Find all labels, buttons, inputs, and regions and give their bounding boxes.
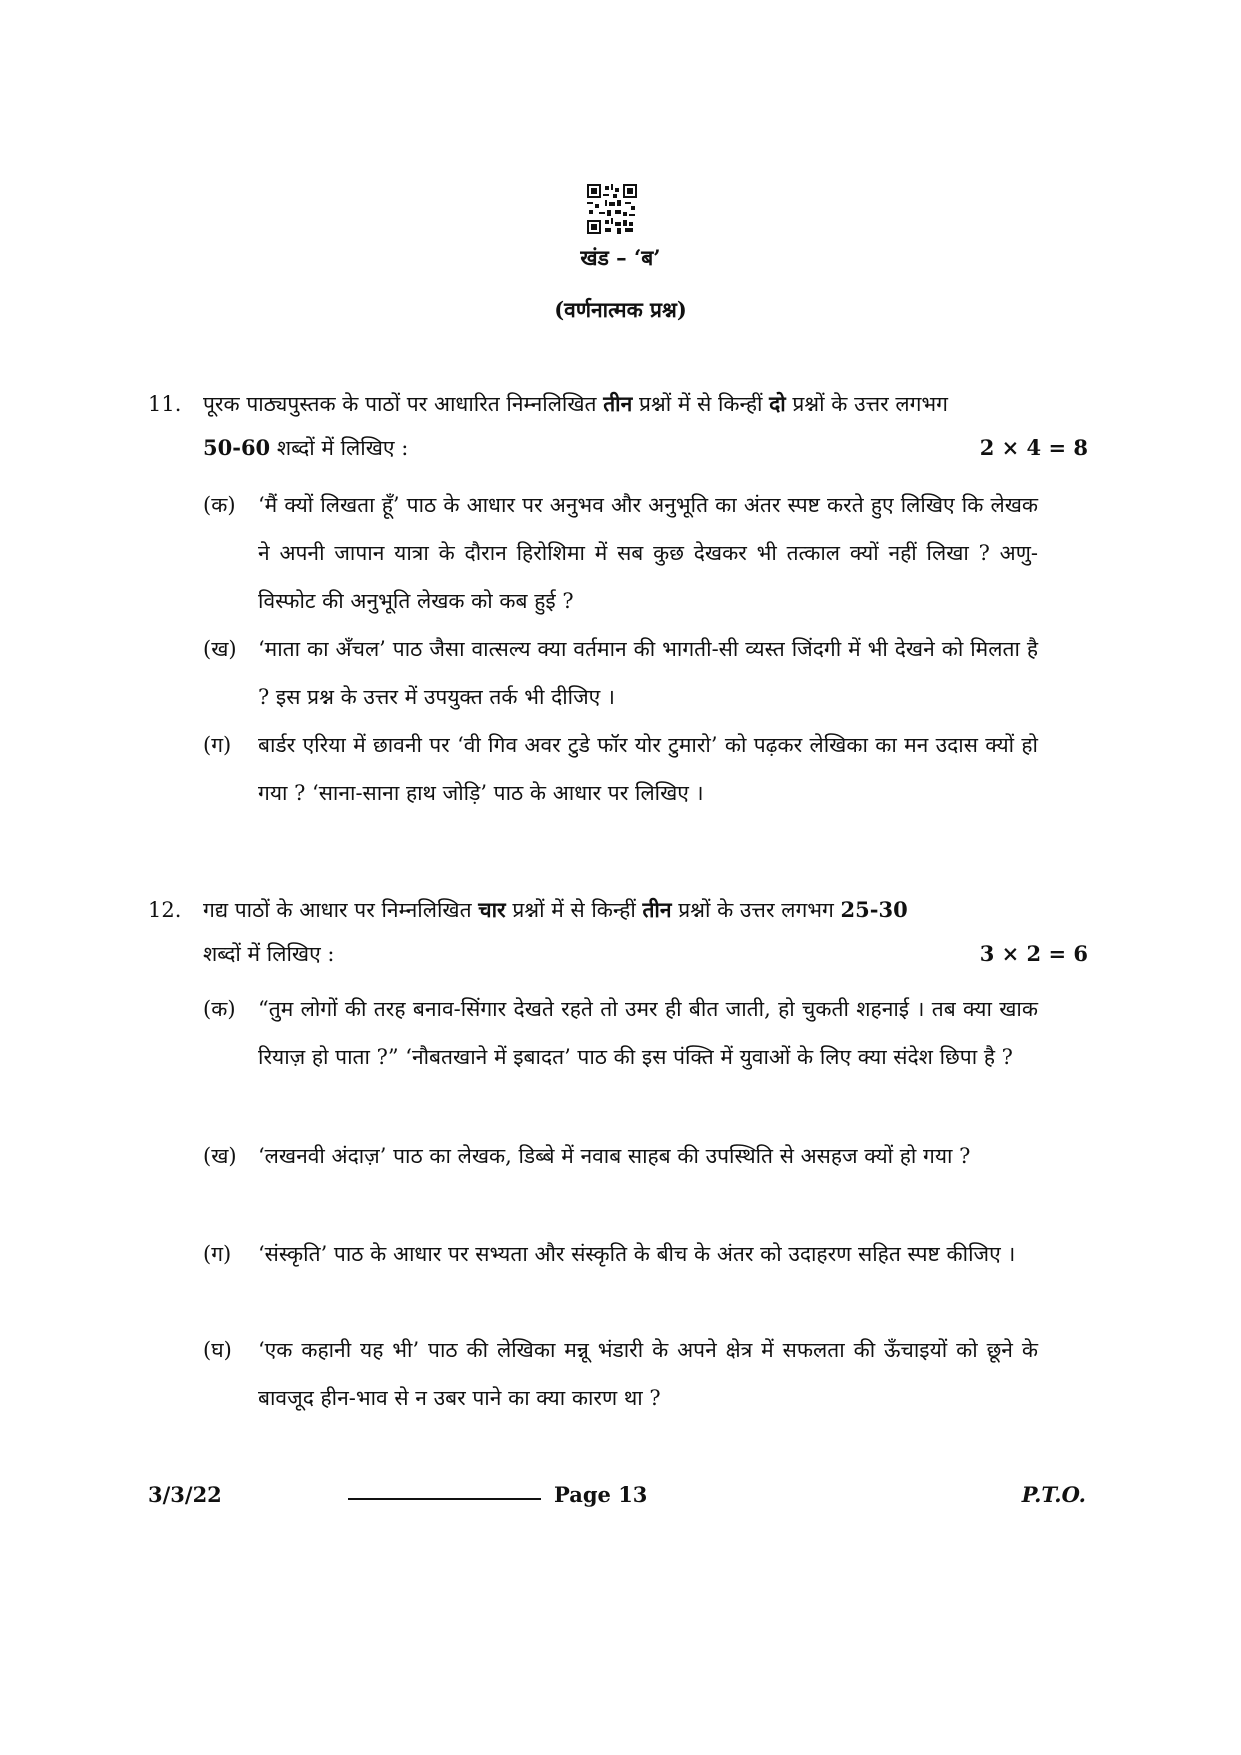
footer-divider	[348, 1498, 541, 1500]
page-number: Page 13	[554, 1482, 648, 1507]
page-footer	[0, 1482, 1241, 1522]
question-number: 11.	[148, 392, 182, 416]
marks: 3 × 2 = 6	[979, 941, 1088, 966]
question-stem: पूरक पाठ्यपुस्तक के पाठों पर आधारित निम्नलिखित तीन प्रश्नों में से किन्हीं दो प्रश्नों के उत्तर लगभग	[203, 391, 949, 416]
section-title: खंड – ‘ब’	[580, 245, 661, 270]
sub-question: (क) ‘मैं क्यों लिखता हूँ’ पाठ के आधार पर अनुभव और अनुभूति का अंतर स्पष्ट करते हुए लिखिए कि लेखक ने अपनी जापान यात्रा के दौरान हिरोशिमा में सब कुछ देखकर भी तत्काल क्यों नहीं लिखा ? अणु-विस्फोट की अनुभूति लेखक को कब हुई ?	[203, 493, 1038, 613]
marks: 2 × 4 = 8	[979, 435, 1088, 460]
question-stem: गद्य पाठों के आधार पर निम्नलिखित चार प्रश्नों में से किन्हीं तीन प्रश्नों के उत्तर लगभग 25-30	[203, 897, 908, 922]
section-subtitle: (वर्णनात्मक प्रश्न)	[554, 297, 687, 322]
question-11: 11. पूरक पाठ्यपुस्तक के पाठों पर आधारित निम्नलिखित तीन प्रश्नों में से किन्हीं दो प्रश्नों के उत्तर लगभग 50-60 शब्दों में लिखिए : 2 × 4 = 8	[148, 382, 1088, 470]
sub-question: (ख) ‘लखनवी अंदाज़’ पाठ का लेखक, डिब्बे में नवाब साहब की उपस्थिति से असहज क्यों हो गया ?	[203, 1144, 971, 1168]
sub-question: (घ) ‘एक कहानी यह भी’ पाठ की लेखिका मन्नू भंडारी के अपने क्षेत्र में सफलता की ऊँचाइयों को छूने के बावजूद हीन-भाव से न उबर पाने का क्या कारण था ?	[203, 1338, 1038, 1410]
sub-question: (ख) ‘माता का अँचल’ पाठ जैसा वात्सल्य क्या वर्तमान की भागती-सी व्यस्त जिंदगी में भी देखने को मिलता है ? इस प्रश्न के उत्तर में उपयुक्त तर्क भी दीजिए ।	[203, 637, 1038, 709]
question-12: 12. गद्य पाठों के आधार पर निम्नलिखित चार प्रश्नों में से किन्हीं तीन प्रश्नों के उत्तर लगभग 25-30 शब्दों में लिखिए : 3 × 2 = 6	[148, 888, 1088, 976]
sub-question: (ग) बार्डर एरिया में छावनी पर ‘वी गिव अवर टुडे फॉर योर टुमारो’ को पढ़कर लेखिका का मन उदास क्यों हो गया ? ‘साना-साना हाथ जोड़ि’ पाठ के आधार पर लिखिए ।	[203, 733, 1038, 805]
pto-label: P.T.O.	[1021, 1482, 1086, 1507]
sub-question: (क) “तुम लोगों की तरह बनाव-सिंगार देखते रहते तो उमर ही बीत जाती, हो चुकती शहनाई । तब क्या खाक रियाज़ हो पाता ?” ‘नौबतखाने में इबादत’ पाठ की इस पंक्ति में युवाओं के लिए क्या संदेश छिपा है ?	[203, 997, 1038, 1069]
sub-question: (ग) ‘संस्कृति’ पाठ के आधार पर सभ्यता और संस्कृति के बीच के अंतर को उदाहरण सहित स्पष्ट कीजिए ।	[203, 1242, 1016, 1266]
qr-code-icon	[587, 184, 637, 234]
question-number: 12.	[148, 898, 182, 922]
paper-code: 3/3/22	[148, 1482, 222, 1507]
